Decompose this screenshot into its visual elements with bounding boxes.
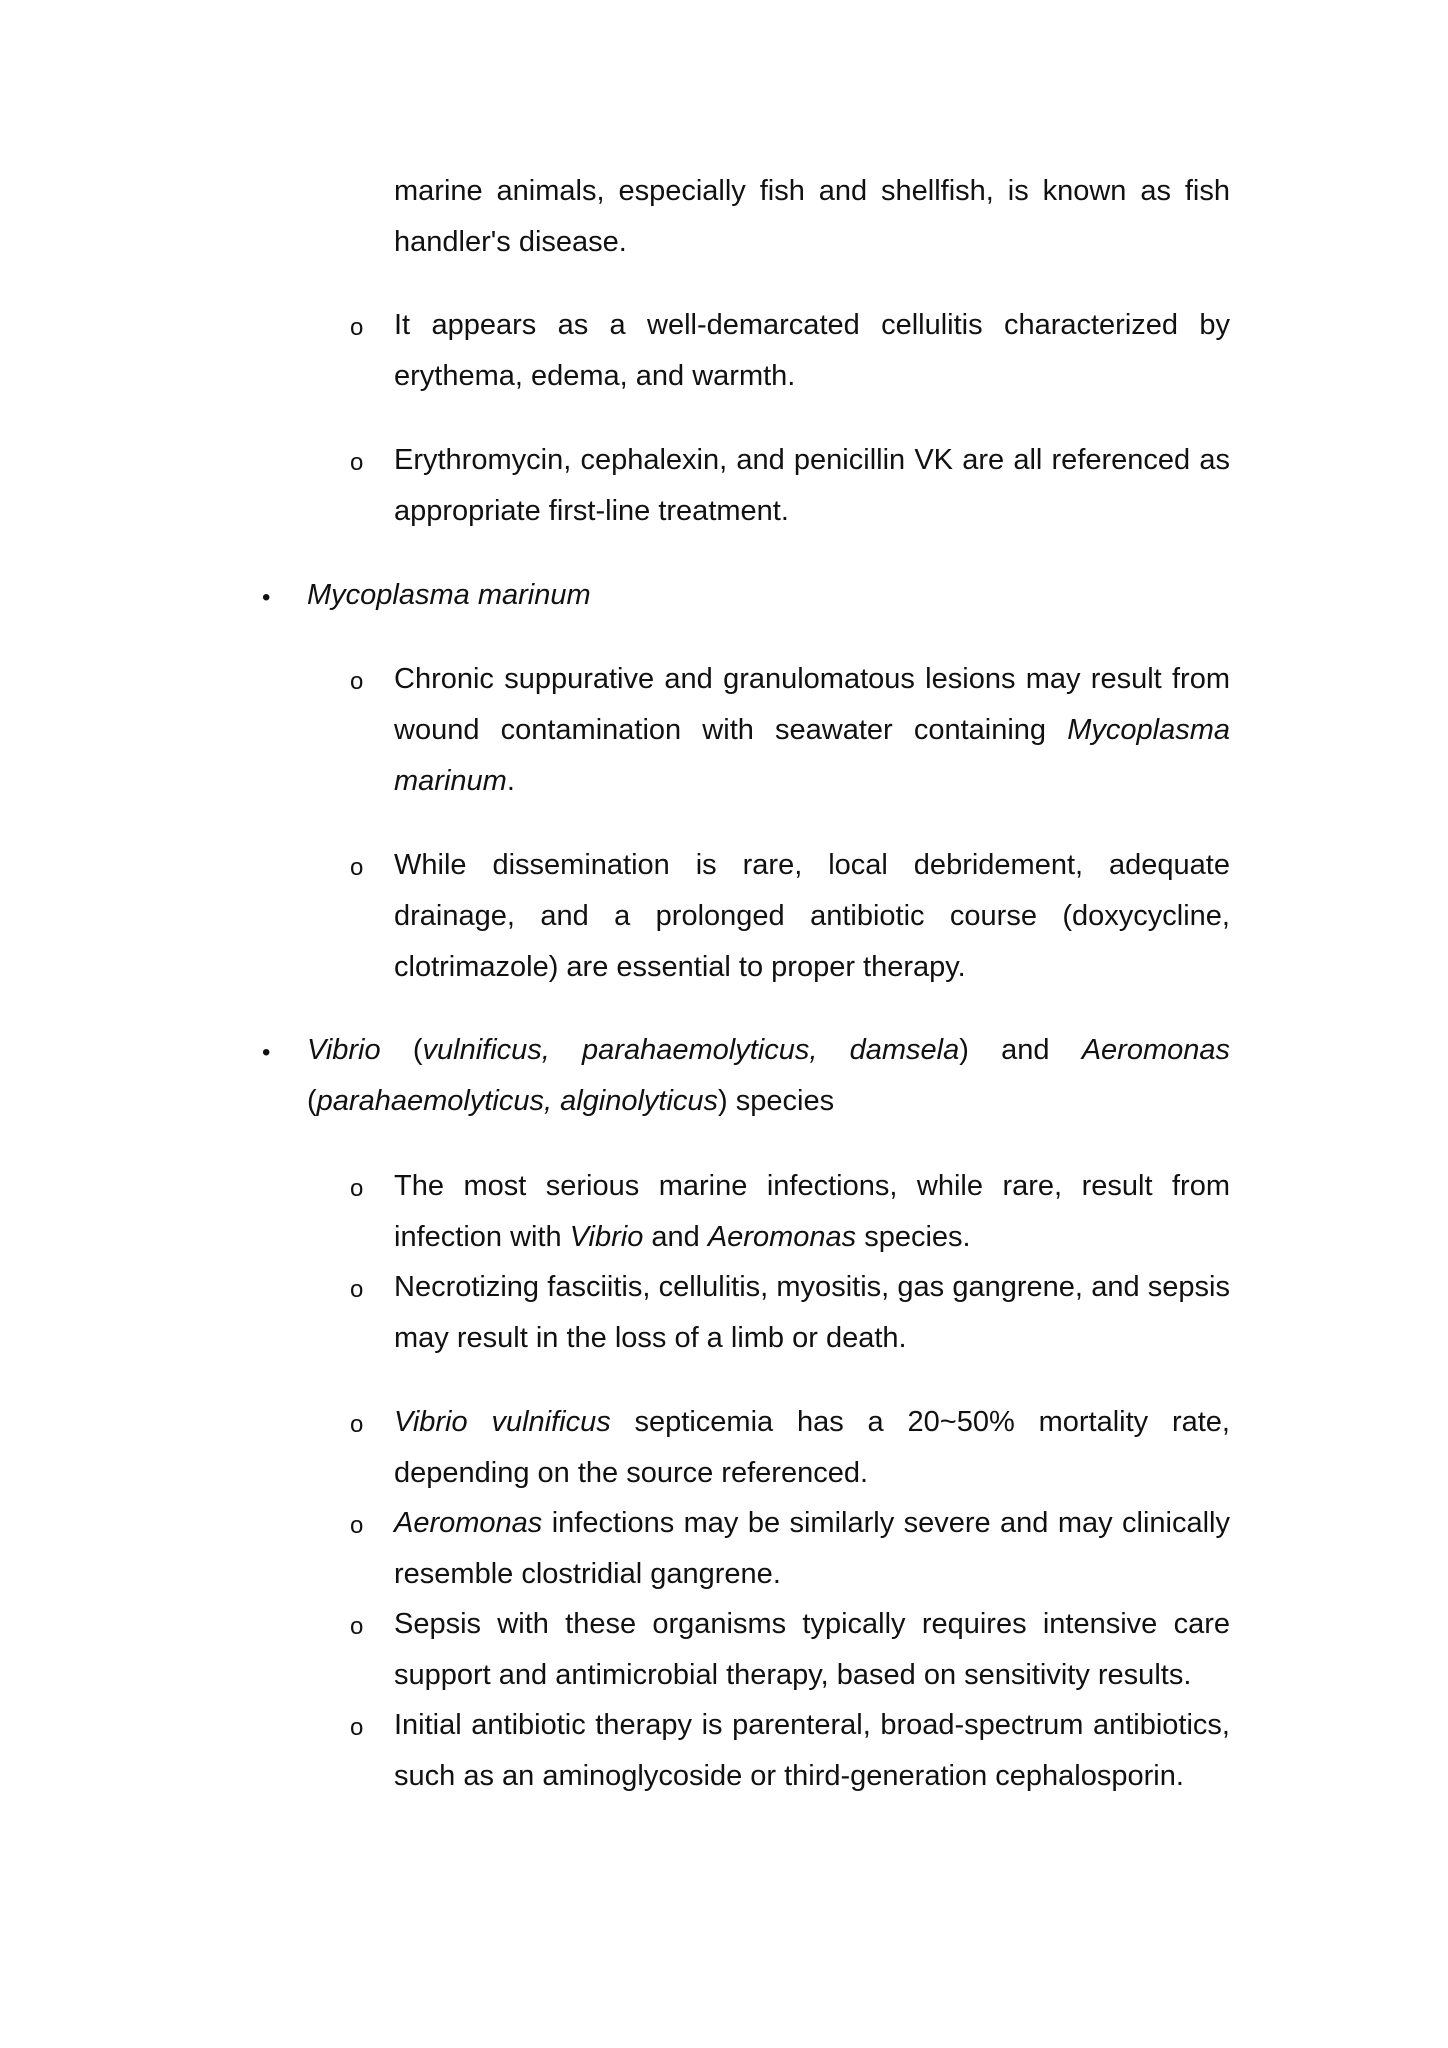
list-item-text: The most serious marine infections, while rare, result from infection with bbox=[394, 1170, 1230, 1253]
organism-name: Mycoplasma marinum bbox=[307, 579, 591, 611]
circle-bullet-icon: o bbox=[350, 854, 364, 881]
organism-name: Vibrio vulnificus bbox=[394, 1406, 611, 1438]
organism-name: Vibrio bbox=[307, 1034, 381, 1066]
organism-name: Vibrio bbox=[569, 1221, 644, 1253]
list-item-text: Sepsis with these organisms typically requires intensive care support and antimicrobial therapy, based on sensitivity results. bbox=[394, 1608, 1230, 1691]
list-item-text: ) species bbox=[718, 1085, 835, 1117]
organism-name: vulnificus, parahaemolyticus, damsela bbox=[422, 1034, 960, 1066]
list-item-text: Erythromycin, cephalexin, and penicillin VK are all referenced as appropriate first-line treatment. bbox=[394, 444, 1230, 527]
list-item-text: infections may be similarly severe and may clinically resemble clostridial gangrene. bbox=[394, 1507, 1230, 1590]
list-item-text: ) and bbox=[959, 1034, 1082, 1066]
list-item-text: It appears as a well-demarcated cellulitis characterized by erythema, edema, and warmth. bbox=[394, 309, 1230, 392]
list-item bbox=[394, 1262, 1230, 1364]
circle-bullet-icon: o bbox=[350, 1276, 364, 1303]
list-item-text: and bbox=[643, 1221, 708, 1253]
list-item bbox=[394, 1599, 1230, 1701]
circle-bullet-icon: o bbox=[350, 1613, 364, 1640]
organism-name: Aeromonas bbox=[394, 1507, 543, 1539]
list-item bbox=[394, 300, 1230, 402]
organism-name: Aeromonas bbox=[707, 1221, 857, 1253]
circle-bullet-icon: o bbox=[350, 1714, 364, 1741]
organism-name: Aeromonas bbox=[1081, 1034, 1230, 1066]
list-item-text: Chronic suppurative and granulomatous lesions may result from wound contamination with seawater containing bbox=[394, 663, 1230, 746]
organism-name: Mycoplasma marinum bbox=[394, 714, 1230, 797]
list-item-text: ( bbox=[307, 1085, 317, 1117]
list-item-text: marine animals, especially fish and shellfish, is known as fish handler's disease. bbox=[394, 175, 1230, 258]
list-item-text: ( bbox=[380, 1034, 423, 1066]
list-item-heading bbox=[307, 1025, 1230, 1127]
list-item-text: species. bbox=[856, 1221, 971, 1253]
circle-bullet-icon: o bbox=[350, 314, 364, 341]
circle-bullet-icon: o bbox=[350, 668, 364, 695]
list-item-continuation bbox=[394, 166, 1230, 268]
list-item-heading bbox=[307, 570, 1230, 621]
list-item-text: septicemia has a 20~50% mortality rate, depending on the source referenced. bbox=[394, 1406, 1230, 1489]
list-item bbox=[394, 1161, 1230, 1263]
list-item bbox=[394, 1498, 1230, 1600]
list-item-text: . bbox=[506, 765, 515, 797]
bullet-icon: • bbox=[262, 584, 271, 611]
list-item-text: Initial antibiotic therapy is parenteral, broad-spectrum antibiotics, such as an aminoglycoside or third-generation cephalosporin. bbox=[394, 1709, 1230, 1792]
circle-bullet-icon: o bbox=[350, 1512, 364, 1539]
list-item-text: Necrotizing fasciitis, cellulitis, myositis, gas gangrene, and sepsis may result in the loss of a limb or death. bbox=[394, 1271, 1230, 1354]
bullet-icon: • bbox=[262, 1039, 271, 1066]
list-item bbox=[394, 654, 1230, 807]
list-item-text: While dissemination is rare, local debridement, adequate drainage, and a prolonged antibiotic course (doxycycline, clotrimazole) are essential to proper therapy. bbox=[394, 849, 1230, 983]
list-item bbox=[394, 435, 1230, 537]
list-item bbox=[394, 840, 1230, 993]
list-item bbox=[394, 1700, 1230, 1802]
organism-name: parahaemolyticus, alginolyticus bbox=[316, 1085, 719, 1117]
circle-bullet-icon: o bbox=[350, 1411, 364, 1438]
circle-bullet-icon: o bbox=[350, 1175, 364, 1202]
circle-bullet-icon: o bbox=[350, 449, 364, 476]
list-item bbox=[394, 1397, 1230, 1499]
